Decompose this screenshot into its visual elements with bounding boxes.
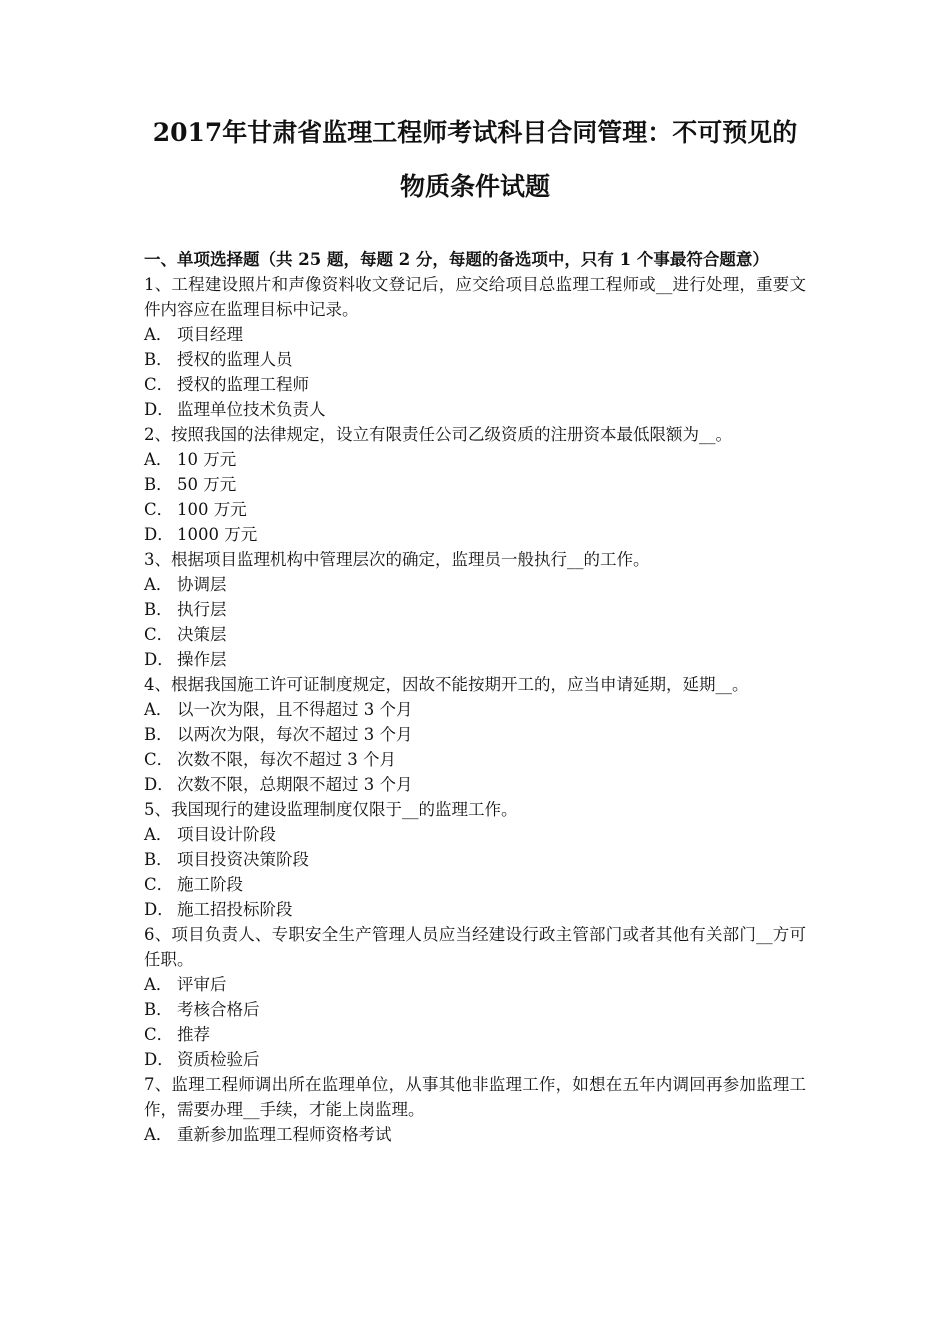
question-6 xyxy=(144,922,806,1072)
question-4 xyxy=(144,672,806,797)
option-text: 项目设计阶段 xyxy=(177,825,276,844)
document-body xyxy=(144,247,806,1147)
option-letter: A． xyxy=(144,1125,173,1144)
question-3 xyxy=(144,547,806,672)
option-c xyxy=(144,497,806,522)
option-a xyxy=(144,697,806,722)
option-letter: A． xyxy=(144,450,173,469)
option-text: 重新参加监理工程师资格考试 xyxy=(177,1125,392,1144)
option-a xyxy=(144,322,806,347)
option-letter: C． xyxy=(144,875,174,894)
option-c xyxy=(144,372,806,397)
option-letter: A． xyxy=(144,575,173,594)
question-stem: 3、根据项目监理机构中管理层次的确定，监理员一般执行__的工作。 xyxy=(144,550,650,569)
option-text: 10 万元 xyxy=(177,450,237,469)
option-d xyxy=(144,897,806,922)
option-b xyxy=(144,347,806,372)
option-c xyxy=(144,622,806,647)
option-letter: D． xyxy=(144,650,174,669)
question-stem: 7、监理工程师调出所在监理单位，从事其他非监理工作，如想在五年内调回再参加监理工作，需要办理__手续，才能上岗监理。 xyxy=(144,1075,806,1119)
option-text: 协调层 xyxy=(177,575,227,594)
option-b xyxy=(144,472,806,497)
option-text: 操作层 xyxy=(177,650,227,669)
option-a xyxy=(144,447,806,472)
option-c xyxy=(144,1022,806,1047)
option-d xyxy=(144,1047,806,1072)
option-a xyxy=(144,972,806,997)
option-d xyxy=(144,397,806,422)
option-text: 以一次为限，且不得超过 3 个月 xyxy=(177,700,413,719)
option-a xyxy=(144,822,806,847)
question-stem: 5、我国现行的建设监理制度仅限于__的监理工作。 xyxy=(144,800,518,819)
option-d xyxy=(144,772,806,797)
option-text: 决策层 xyxy=(177,625,227,644)
option-letter: D． xyxy=(144,400,174,419)
option-letter: C． xyxy=(144,750,174,769)
option-d xyxy=(144,647,806,672)
question-stem: 6、项目负责人、专职安全生产管理人员应当经建设行政主管部门或者其他有关部门__方可任职。 xyxy=(144,925,806,969)
option-text: 推荐 xyxy=(177,1025,210,1044)
option-text: 项目经理 xyxy=(177,325,243,344)
option-letter: A． xyxy=(144,700,173,719)
option-text: 项目投资决策阶段 xyxy=(177,850,309,869)
option-letter: C． xyxy=(144,500,174,519)
option-letter: B． xyxy=(144,475,173,494)
option-letter: B． xyxy=(144,600,173,619)
document-title-line-1: 2017年甘肃省监理工程师考试科目合同管理：不可预见的 xyxy=(152,118,798,147)
option-letter: B． xyxy=(144,1000,173,1019)
option-text: 1000 万元 xyxy=(177,525,258,544)
option-letter: A． xyxy=(144,975,173,994)
option-c xyxy=(144,747,806,772)
question-stem: 4、根据我国施工许可证制度规定，因故不能按期开工的，应当申请延期，延期__。 xyxy=(144,675,749,694)
option-text: 授权的监理人员 xyxy=(177,350,293,369)
option-letter: C． xyxy=(144,1025,174,1044)
option-text: 评审后 xyxy=(177,975,227,994)
option-letter: D． xyxy=(144,525,174,544)
option-a xyxy=(144,572,806,597)
option-text: 施工招投标阶段 xyxy=(177,900,293,919)
option-letter: B． xyxy=(144,725,173,744)
option-text: 次数不限，总期限不超过 3 个月 xyxy=(177,775,413,794)
question-7 xyxy=(144,1072,806,1147)
option-letter: C． xyxy=(144,375,174,394)
option-d xyxy=(144,522,806,547)
option-letter: B． xyxy=(144,850,173,869)
option-text: 执行层 xyxy=(177,600,227,619)
question-2 xyxy=(144,422,806,547)
option-b xyxy=(144,597,806,622)
option-letter: A． xyxy=(144,825,173,844)
option-text: 考核合格后 xyxy=(177,1000,260,1019)
option-text: 50 万元 xyxy=(177,475,237,494)
option-text: 施工阶段 xyxy=(177,875,243,894)
option-text: 以两次为限，每次不超过 3 个月 xyxy=(177,725,413,744)
option-text: 监理单位技术负责人 xyxy=(177,400,326,419)
option-text: 100 万元 xyxy=(177,500,247,519)
question-stem: 1、工程建设照片和声像资料收文登记后，应交给项目总监理工程师或__进行处理，重要文件内容应在监理目标中记录。 xyxy=(144,275,806,319)
option-letter: D． xyxy=(144,1050,174,1069)
option-letter: D． xyxy=(144,775,174,794)
option-letter: A． xyxy=(144,325,173,344)
option-letter: B． xyxy=(144,350,173,369)
document-title-line-2: 物质条件试题 xyxy=(399,172,550,201)
option-text: 次数不限，每次不超过 3 个月 xyxy=(177,750,396,769)
question-stem: 2、按照我国的法律规定，设立有限责任公司乙级资质的注册资本最低限额为__。 xyxy=(144,425,732,444)
option-c xyxy=(144,872,806,897)
option-letter: D． xyxy=(144,900,174,919)
question-5 xyxy=(144,797,806,922)
option-b xyxy=(144,722,806,747)
option-letter: C． xyxy=(144,625,174,644)
section-heading: 一、单项选择题（共 25 题，每题 2 分，每题的备选项中，只有 1 个事最符合题意） xyxy=(144,250,769,269)
option-text: 授权的监理工程师 xyxy=(177,375,309,394)
option-a xyxy=(144,1122,806,1147)
question-1 xyxy=(144,272,806,422)
option-b xyxy=(144,997,806,1022)
option-text: 资质检验后 xyxy=(177,1050,260,1069)
option-b xyxy=(144,847,806,872)
